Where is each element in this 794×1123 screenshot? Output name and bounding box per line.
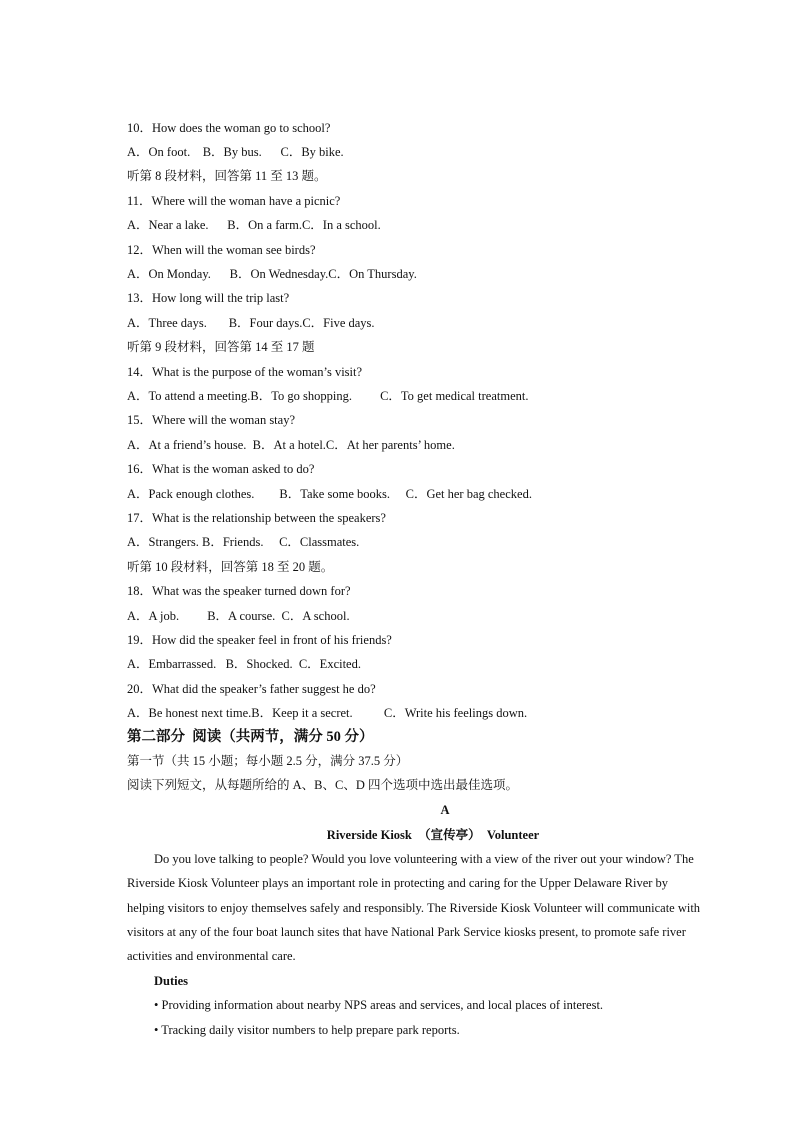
answer-16: A．Pack enough clothes. B．Take some books. C．Get her bag checked. [127, 487, 532, 501]
section-subheading: 第一节（共 15 小题；每小题 2.5 分，满分 37.5 分） [127, 754, 409, 768]
section-note-10: 听第 10 段材料，回答第 18 至 20 题。 [127, 560, 334, 574]
question-15: 15．Where will the woman stay? [127, 413, 296, 427]
question-17: 17．What is the relationship between the speakers? [127, 511, 386, 525]
question-14: 14．What is the purpose of the woman’s visit? [127, 365, 363, 379]
question-12: 12．When will the woman see birds? [127, 243, 316, 257]
paragraph-line-1: Do you love talking to people? Would you love volunteering with a view of the river out your window? The [154, 852, 694, 866]
section-instruction: 阅读下列短文，从每题所给的 A、B、C、D 四个选项中选出最佳选项。 [127, 778, 518, 792]
duty-item-2: • Tracking daily visitor numbers to help prepare park reports. [154, 1023, 460, 1037]
answer-10: A．On foot. B．By bus. C．By bike. [127, 145, 344, 159]
question-10: 10．How does the woman go to school? [127, 121, 331, 135]
paragraph-line-4: visitors at any of the four boat launch sites that have National Park Service kiosks present, to promote safe river [127, 925, 686, 939]
question-16: 16．What is the woman asked to do? [127, 462, 315, 476]
answer-20: A．Be honest next time.B．Keep it a secret. C．Write his feelings down. [127, 706, 528, 720]
answer-15: A．At a friend’s house. B．At a hotel.C．At her parents’ home. [127, 438, 455, 452]
section-heading: 第二部分 阅读（共两节，满分 50 分） [127, 729, 374, 745]
question-20: 20．What did the speaker’s father suggest he do? [127, 682, 376, 696]
question-11: 11．Where will the woman have a picnic? [127, 194, 341, 208]
question-13: 13．How long will the trip last? [127, 291, 290, 305]
answer-18: A．A job. B．A course. C．A school. [127, 609, 350, 623]
question-18: 18．What was the speaker turned down for? [127, 584, 351, 598]
answer-13: A．Three days. B．Four days.C．Five days. [127, 316, 375, 330]
answer-12: A．On Monday. B．On Wednesday.C．On Thursday. [127, 267, 417, 281]
duty-item-1: • Providing information about nearby NPS areas and services, and local places of interest. [154, 998, 604, 1012]
section-note-8: 听第 8 段材料，回答第 11 至 13 题。 [127, 169, 327, 183]
duties-label: Duties [154, 974, 189, 988]
paragraph-line-2: Riverside Kiosk Volunteer plays an important role in protecting and caring for the Upper Delaware River by [127, 876, 669, 890]
answer-14: A．To attend a meeting.B．To go shopping. C．To get medical treatment. [127, 389, 529, 403]
answer-19: A．Embarrassed. B．Shocked. C．Excited. [127, 657, 361, 671]
passage-letter: A [440, 803, 450, 817]
answer-11: A．Near a lake. B．On a farm.C．In a school. [127, 218, 381, 232]
passage-title: Riverside Kiosk （宣传亭） Volunteer [326, 828, 540, 842]
paragraph-line-5: activities and environmental care. [127, 949, 296, 963]
answer-17: A．Strangers. B．Friends. C．Classmates. [127, 535, 360, 549]
question-19: 19．How did the speaker feel in front of his friends? [127, 633, 392, 647]
section-note-9: 听第 9 段材料，回答第 14 至 17 题 [127, 340, 315, 354]
paragraph-line-3: helping visitors to enjoy themselves safely and responsibly. The Riverside Kiosk Volunteer will communicate with [127, 901, 701, 915]
